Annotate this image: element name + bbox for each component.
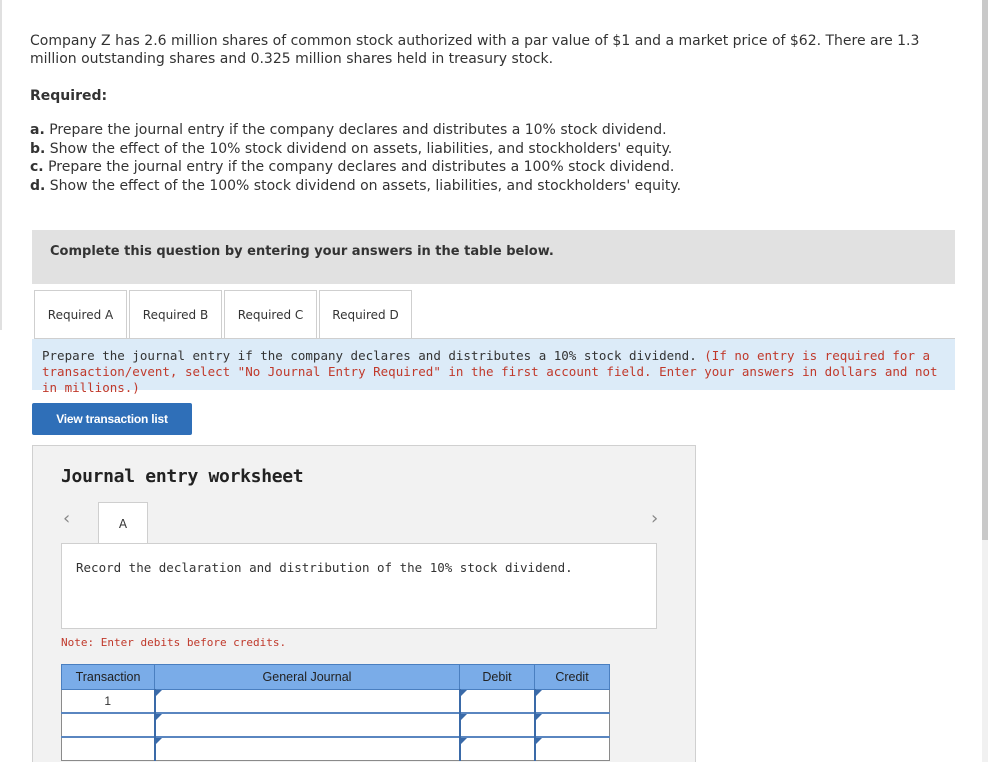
debit-input[interactable] <box>460 713 535 737</box>
credit-input[interactable] <box>535 713 610 737</box>
required-a-prompt <box>32 339 955 395</box>
account-input[interactable] <box>155 713 460 737</box>
requirement-c: c. Prepare the journal entry if the company declares and distributes a 100% stock dividend. <box>30 159 675 175</box>
table-row <box>62 690 610 714</box>
credit-input[interactable] <box>535 690 610 714</box>
table-row <box>62 713 610 737</box>
prompt-hint: (If no entry is required for a transaction/event, select "No Journal Entry Required" in the first account field. Enter your answers in dollars and not in millions.) <box>42 348 938 395</box>
debits-note: Note: Enter debits before credits. <box>61 636 287 649</box>
general-journal-table <box>61 664 610 761</box>
col-general-journal: General Journal <box>155 665 460 690</box>
scrollbar-thumb[interactable] <box>982 0 988 540</box>
page-scrollbar[interactable] <box>982 0 988 762</box>
instruction-text: Complete this question by entering your answers in the table below. <box>50 244 554 259</box>
record-instruction-box <box>61 543 657 629</box>
account-input[interactable] <box>155 690 460 714</box>
prompt-text: Prepare the journal entry if the company declares and distributes a 10% stock dividend. <box>42 348 697 363</box>
credit-input[interactable] <box>535 737 610 761</box>
worksheet-title: Journal entry worksheet <box>61 466 304 487</box>
requirement-d: d. Show the effect of the 100% stock dividend on assets, liabilities, and stockholders' equity. <box>30 177 682 194</box>
col-credit: Credit <box>535 665 610 690</box>
col-debit: Debit <box>460 665 535 690</box>
debit-input[interactable] <box>460 737 535 761</box>
transaction-cell <box>62 737 155 761</box>
view-transaction-list-button[interactable]: View transaction list <box>32 403 192 435</box>
debit-input[interactable] <box>460 690 535 714</box>
requirement-b: b. Show the effect of the 10% stock dividend on assets, liabilities, and stockholders' equity. <box>30 140 673 157</box>
tab-required-d[interactable]: Required D <box>319 290 412 338</box>
table-header-row <box>62 665 610 690</box>
col-transaction: Transaction <box>62 665 155 690</box>
left-edge-bar <box>0 0 2 330</box>
transaction-cell <box>62 713 155 737</box>
chevron-left-icon[interactable]: ‹ <box>63 508 71 529</box>
record-instruction-text: Record the declaration and distribution of the 10% stock dividend. <box>76 560 573 575</box>
requirements-list <box>30 121 681 195</box>
entry-tab-a[interactable]: A <box>98 502 148 544</box>
tab-required-c[interactable]: Required C <box>224 290 317 338</box>
required-heading: Required: <box>30 88 108 104</box>
tab-required-a[interactable]: Required A <box>34 290 127 339</box>
account-input[interactable] <box>155 737 460 761</box>
tab-required-b[interactable]: Required B <box>129 290 222 338</box>
requirement-a: a. Prepare the journal entry if the company declares and distributes a 10% stock dividend. <box>30 122 667 138</box>
transaction-cell: 1 <box>62 690 155 714</box>
chevron-right-icon[interactable]: › <box>651 508 659 529</box>
problem-intro: Company Z has 2.6 million shares of common stock authorized with a par value of $1 and a market price of $62. There are 1.3 million outstanding shares and 0.325 million shares held in treasury stock. <box>30 33 920 67</box>
table-row <box>62 737 610 761</box>
instruction-banner <box>32 230 955 284</box>
journal-entry-worksheet <box>32 445 696 762</box>
